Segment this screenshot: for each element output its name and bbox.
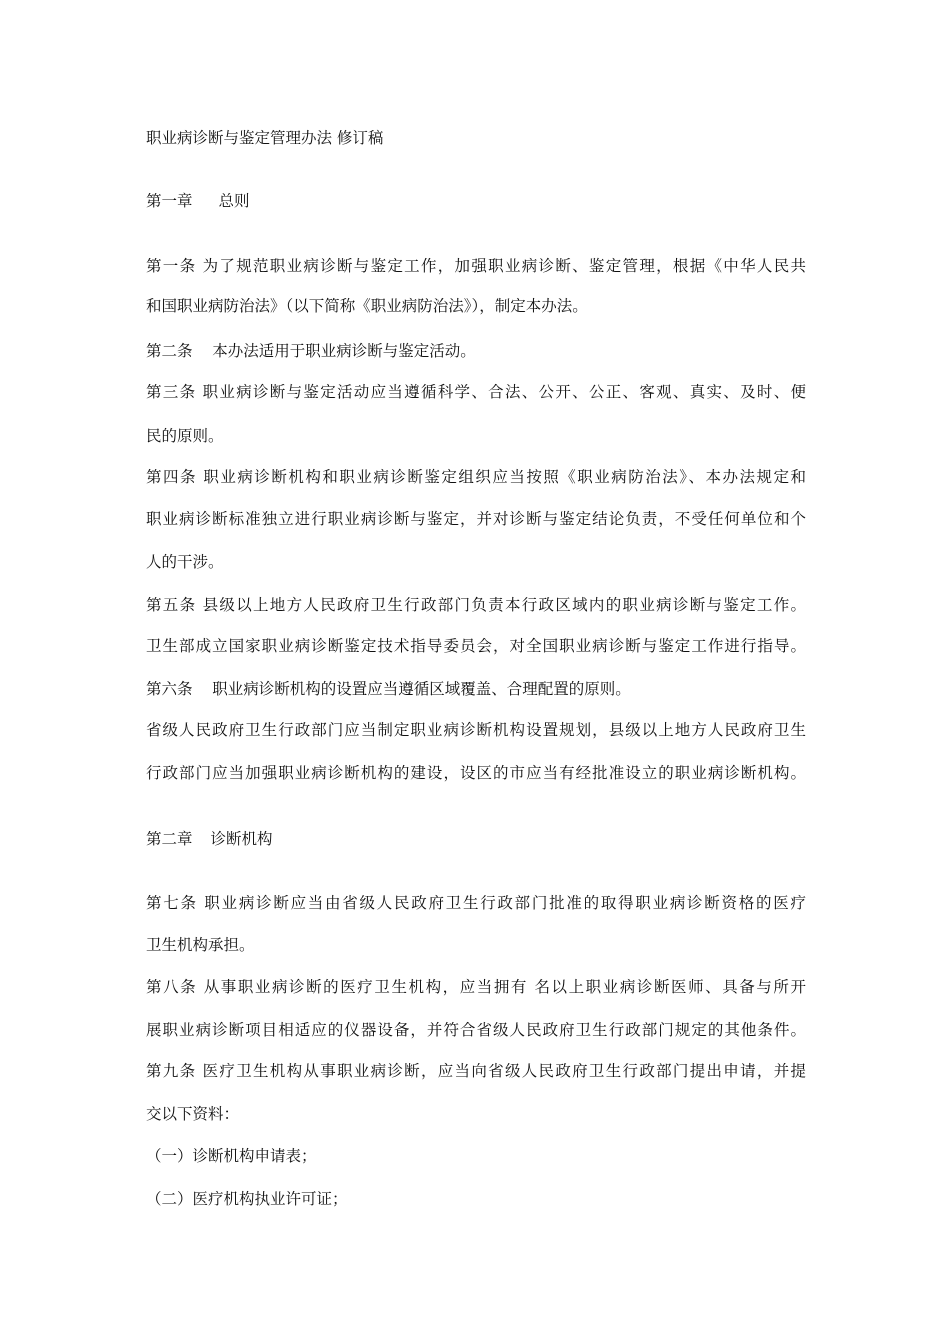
article-9-line-1: 第九条 医疗卫生机构从事职业病诊断，应当向省级人民政府卫生行政部门提出申请，并提 <box>146 1062 806 1080</box>
article-9-item-2: （二）医疗机构执业许可证； <box>146 1190 348 1208</box>
article-4-line-2: 职业病诊断标准独立进行职业病诊断与鉴定，并对诊断与鉴定结论负责，不受任何单位和个 <box>146 510 806 528</box>
article-1-line-1: 第一条 为了规范职业病诊断与鉴定工作，加强职业病诊断、鉴定管理，根据《中华人民共 <box>146 257 806 275</box>
article-6-line-1: 第六条 职业病诊断机构的设置应当遵循区域覆盖、合理配置的原则。 <box>146 680 631 698</box>
chapter-1-label: 第一章 <box>146 192 193 210</box>
article-1-line-2: 和国职业病防治法》（以下简称《职业病防治法》），制定本办法。 <box>146 297 588 315</box>
chapter-2-heading <box>146 829 273 849</box>
article-9-item-1: （一）诊断机构申请表； <box>146 1147 317 1165</box>
article-8-line-2: 展职业病诊断项目相适应的仪器设备，并符合省级人民政府卫生行政部门规定的其他条件。 <box>146 1021 806 1039</box>
article-6-line-3: 行政部门应当加强职业病诊断机构的建设，设区的市应当有经批准设立的职业病诊断机构。 <box>146 764 806 782</box>
article-7-line-2: 卫生机构承担。 <box>146 936 255 954</box>
article-4-line-1: 第四条 职业病诊断机构和职业病诊断鉴定组织应当按照《职业病防治法》、本办法规定和 <box>146 468 806 486</box>
article-8-line-1: 第八条 从事职业病诊断的医疗卫生机构，应当拥有 名以上职业病诊断医师、具备与所开 <box>146 978 806 996</box>
chapter-1-heading <box>146 191 250 211</box>
article-4-line-3: 人的干涉。 <box>146 553 224 571</box>
chapter-2-name: 诊断机构 <box>210 830 273 848</box>
chapter-1-name: 总则 <box>218 192 250 210</box>
article-5-line-1: 第五条 县级以上地方人民政府卫生行政部门负责本行政区域内的职业病诊断与鉴定工作。 <box>146 596 806 614</box>
article-3-line-1: 第三条 职业病诊断与鉴定活动应当遵循科学、合法、公开、公正、客观、真实、及时、便 <box>146 383 806 401</box>
document-title: 职业病诊断与鉴定管理办法 修订稿 <box>146 129 384 147</box>
chapter-2-label: 第二章 <box>146 830 193 848</box>
article-5-line-2: 卫生部成立国家职业病诊断鉴定技术指导委员会，对全国职业病诊断与鉴定工作进行指导。 <box>146 637 806 655</box>
article-7-line-1: 第七条 职业病诊断应当由省级人民政府卫生行政部门批准的取得职业病诊断资格的医疗 <box>146 894 806 912</box>
article-9-line-2: 交以下资料： <box>146 1105 240 1123</box>
article-3-line-2: 民的原则。 <box>146 427 224 445</box>
article-6-line-2: 省级人民政府卫生行政部门应当制定职业病诊断机构设置规划，县级以上地方人民政府卫生 <box>146 721 806 739</box>
article-2-line-1: 第二条 本办法适用于职业病诊断与鉴定活动。 <box>146 342 476 360</box>
